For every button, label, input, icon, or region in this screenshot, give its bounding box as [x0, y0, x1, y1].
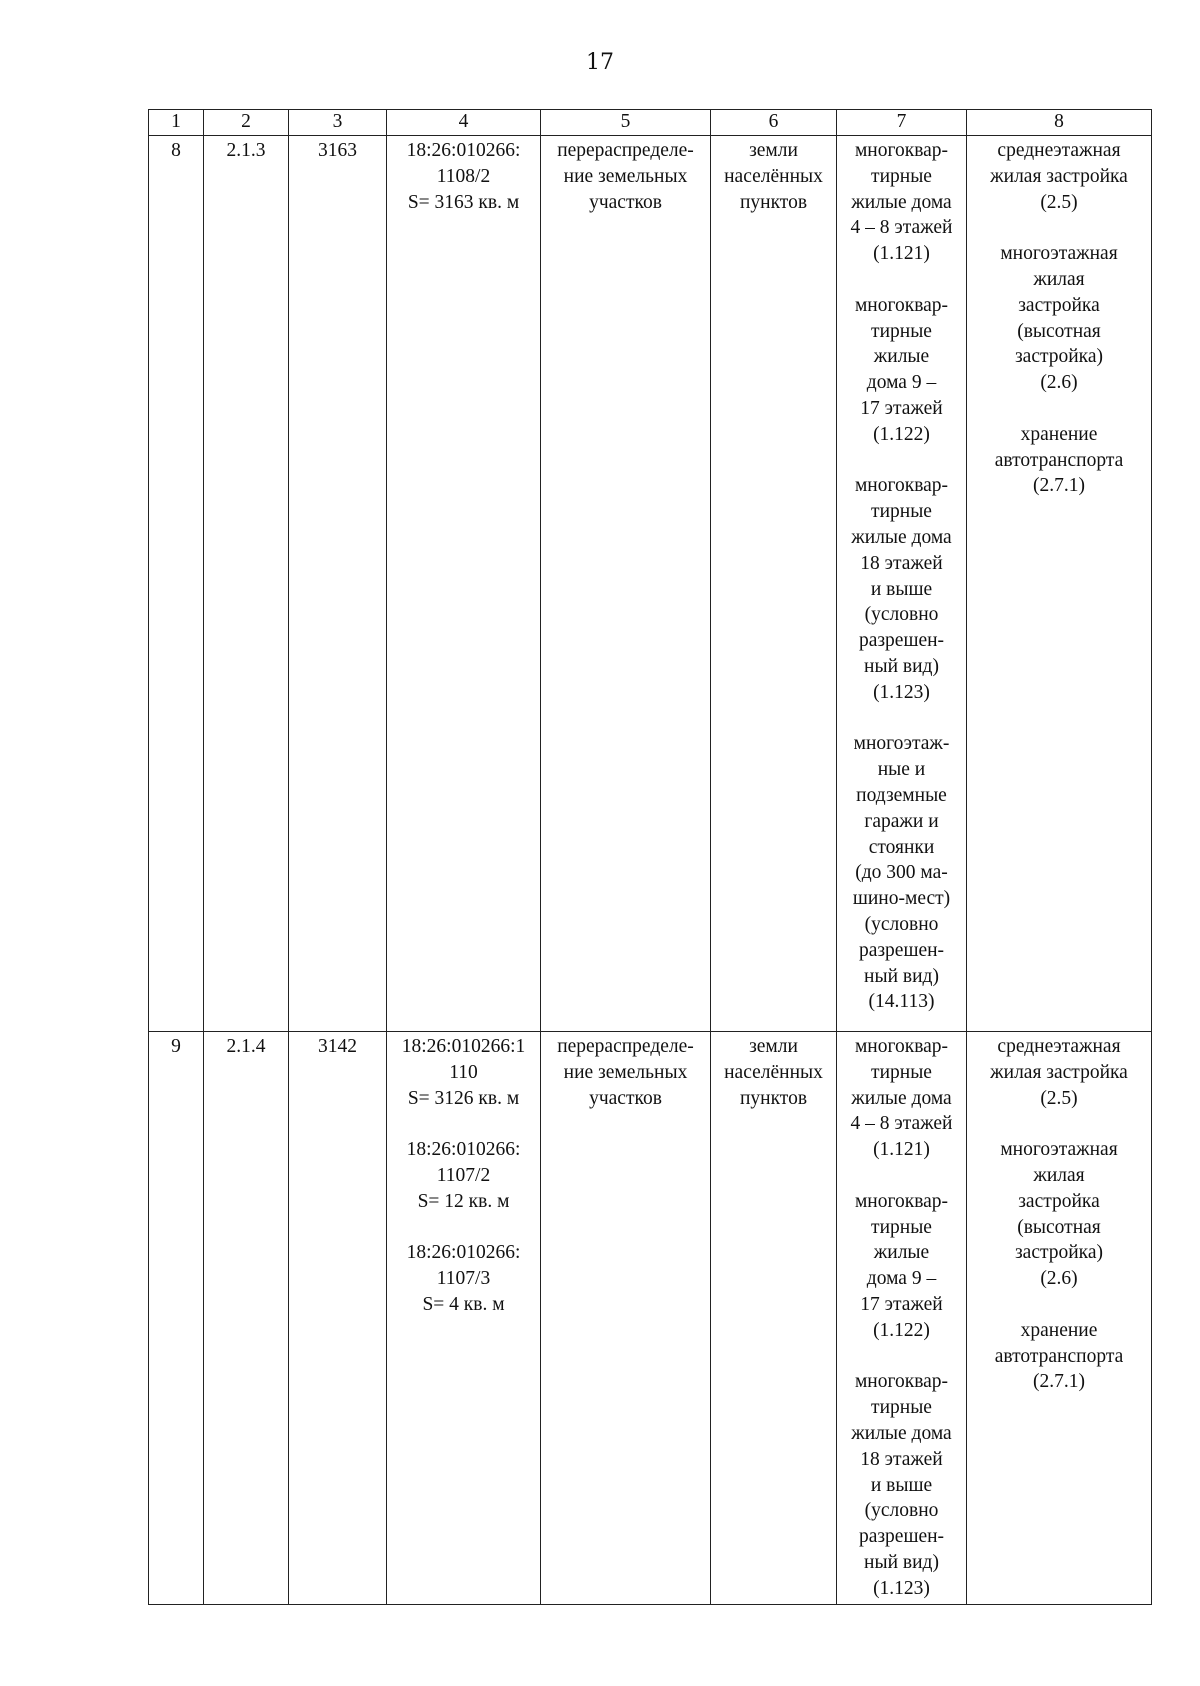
cell-text-line: среднеэтажная: [997, 140, 1121, 161]
cell-text-block: [842, 473, 961, 705]
column-header: 2: [204, 110, 289, 136]
cell-text-line: подземные: [856, 784, 947, 806]
permitted-use-cell: [837, 1032, 967, 1605]
cell-text-line: застройка: [1018, 1190, 1100, 1212]
cell-text-line: (2.6): [1040, 1268, 1078, 1290]
cell-text-line: жилые: [873, 346, 930, 368]
cell-text-line: хранение: [1020, 1319, 1098, 1341]
cell-text-line: 4 – 8 этажей: [850, 1113, 953, 1135]
cell-text-line: жилые дома: [851, 1087, 952, 1109]
row-number-cell: 8: [149, 136, 204, 1032]
cell-text-line: (условно: [864, 604, 939, 626]
cell-text-line: многоквар-: [854, 1036, 949, 1057]
cell-text-line: жилая застройка: [990, 1061, 1128, 1083]
cell-text-line: (2.7.1): [1033, 1371, 1085, 1393]
cell-text-line: многоэтаж-: [853, 733, 950, 755]
cell-text-block: [392, 138, 535, 215]
cell-text-line: многоквар-: [854, 475, 949, 497]
cell-text-line: застройка): [1014, 346, 1104, 368]
cell-text-line: 18:26:010266:1: [401, 1036, 526, 1057]
cell-text-line: автотранспорта: [994, 1345, 1124, 1367]
cell-text-line: дома 9 –: [866, 372, 937, 394]
use-classifier-cell: [967, 136, 1152, 1032]
cell-text-line: автотранспорта: [994, 449, 1124, 471]
cell-text-block: [842, 1034, 961, 1163]
page-number: 17: [586, 50, 614, 75]
cell-text-block: [842, 138, 961, 267]
cell-text-line: (1.123): [873, 681, 930, 703]
cell-text-line: застройка: [1018, 294, 1100, 316]
cell-text-line: жилые: [873, 1242, 930, 1264]
cell-text-line: 1108/2: [436, 165, 491, 187]
cell-text-line: 4 – 8 этажей: [850, 217, 953, 239]
cell-text-line: (1.123): [873, 1577, 930, 1599]
cell-text-block: [716, 138, 831, 215]
cell-text-line: S= 4 кв. м: [422, 1293, 505, 1315]
cell-text-line: перераспределе-: [557, 1036, 694, 1057]
cell-text-line: ный вид): [864, 1551, 939, 1573]
use-classifier-cell: [967, 1032, 1152, 1605]
land-category-cell: [711, 1032, 837, 1605]
cell-text-line: пунктов: [739, 191, 808, 213]
cell-text-line: ный вид): [864, 655, 939, 677]
cell-text-block: [842, 293, 961, 448]
cell-text-line: населённых: [724, 165, 823, 187]
cell-text-line: разрешен-: [858, 630, 945, 652]
cell-text-line: многоквар-: [854, 1190, 949, 1212]
cell-text-line: разрешен-: [858, 939, 945, 961]
cell-text-line: населённых: [724, 1061, 823, 1083]
cell-text-line: жилые дома: [851, 1422, 952, 1444]
column-header: 7: [837, 110, 967, 136]
cell-text-line: ние земельных: [563, 165, 688, 187]
land-category-cell: [711, 136, 837, 1032]
cell-text-line: тирные: [871, 1397, 932, 1419]
cell-text-line: разрешен-: [858, 1526, 945, 1548]
cell-text-line: и выше: [870, 1474, 933, 1496]
cell-text-line: (высотная: [1017, 1216, 1101, 1238]
cell-text-block: [972, 138, 1146, 215]
cell-text-line: (1.121): [873, 243, 930, 265]
plot-area-cell: 3163: [289, 136, 387, 1032]
table-row: [149, 1032, 1152, 1605]
cell-text-line: дома 9 –: [866, 1268, 937, 1290]
cell-text-block: [972, 1137, 1146, 1292]
cell-text-line: многоэтажная: [1000, 1139, 1118, 1161]
cell-text-line: земли: [749, 140, 798, 161]
cell-text-line: участков: [589, 191, 662, 213]
cell-text-line: (1.121): [873, 1139, 930, 1161]
cell-text-line: жилые дома: [851, 526, 952, 548]
cell-text-line: и выше: [870, 578, 933, 600]
cell-text-line: тирные: [871, 501, 932, 523]
column-header: 8: [967, 110, 1152, 136]
formation-method-cell: [541, 136, 711, 1032]
cell-text-block: [716, 1034, 831, 1111]
cell-text-line: 18 этажей: [860, 1448, 943, 1470]
column-header: 3: [289, 110, 387, 136]
cell-text-line: гаражи и: [864, 810, 939, 832]
cell-text-line: стоянки: [868, 836, 935, 858]
cell-text-line: перераспределе-: [557, 140, 694, 161]
cell-text-line: (2.6): [1040, 372, 1078, 394]
cell-text-line: S= 12 кв. м: [417, 1190, 510, 1212]
column-header: 1: [149, 110, 204, 136]
cell-text-line: ный вид): [864, 965, 939, 987]
column-header: 5: [541, 110, 711, 136]
cell-text-block: [546, 1034, 705, 1111]
cell-text-line: тирные: [871, 165, 932, 187]
cell-text-block: [392, 1240, 535, 1317]
cell-text-line: шино-мест): [852, 888, 951, 910]
cell-text-line: земли: [749, 1036, 798, 1057]
cell-text-line: 18 этажей: [860, 552, 943, 574]
cell-text-line: многоквар-: [854, 294, 949, 316]
cell-text-line: 17 этажей: [860, 397, 943, 419]
cell-text-line: застройка): [1014, 1242, 1104, 1264]
cell-text-block: [392, 1137, 535, 1214]
cell-text-line: жилая: [1033, 1164, 1085, 1186]
cell-text-line: жилая: [1033, 268, 1085, 290]
cell-text-line: жилая застройка: [990, 165, 1128, 187]
cadastral-parcels-cell: [387, 136, 541, 1032]
cell-text-line: участков: [589, 1087, 662, 1109]
cell-text-line: тирные: [871, 320, 932, 342]
cell-text-line: (1.122): [873, 1319, 930, 1341]
cell-text-line: многоквар-: [854, 1371, 949, 1393]
cell-text-line: многоквар-: [854, 140, 949, 161]
land-plots-table: [148, 109, 1152, 1605]
formation-method-cell: [541, 1032, 711, 1605]
cell-text-line: 1107/3: [436, 1268, 491, 1290]
cell-text-line: тирные: [871, 1061, 932, 1083]
cell-text-block: [546, 138, 705, 215]
cell-text-line: среднеэтажная: [997, 1036, 1121, 1057]
cell-text-line: (2.5): [1040, 191, 1078, 213]
cell-text-line: 18:26:010266:: [406, 1139, 521, 1161]
cell-text-line: (условно: [864, 913, 939, 935]
cell-text-line: тирные: [871, 1216, 932, 1238]
cell-text-line: ные и: [877, 759, 926, 781]
table-row: [149, 136, 1152, 1032]
cell-text-line: 1107/2: [436, 1164, 491, 1186]
cell-text-line: хранение: [1020, 423, 1098, 445]
cell-text-line: (условно: [864, 1500, 939, 1522]
cell-text-block: [842, 1369, 961, 1601]
cell-text-block: [972, 422, 1146, 499]
cell-text-line: (высотная: [1017, 320, 1101, 342]
cell-text-block: [972, 1318, 1146, 1395]
cell-text-line: (2.7.1): [1033, 475, 1085, 497]
cell-text-line: 18:26:010266:: [406, 1242, 521, 1264]
cell-text-line: 110: [449, 1061, 478, 1083]
table-header-row: [149, 110, 1152, 136]
cell-text-line: S= 3126 кв. м: [407, 1087, 520, 1109]
cell-text-line: 17 этажей: [860, 1293, 943, 1315]
permitted-use-cell: [837, 136, 967, 1032]
plot-area-cell: 3142: [289, 1032, 387, 1605]
cell-text-line: S= 3163 кв. м: [407, 191, 520, 213]
plot-code-cell: 2.1.3: [204, 136, 289, 1032]
plot-code-cell: 2.1.4: [204, 1032, 289, 1605]
cell-text-line: ние земельных: [563, 1061, 688, 1083]
column-header: 6: [711, 110, 837, 136]
cell-text-line: многоэтажная: [1000, 243, 1118, 265]
row-number-cell: 9: [149, 1032, 204, 1605]
cell-text-line: (1.122): [873, 423, 930, 445]
cell-text-block: [842, 731, 961, 1015]
cell-text-block: [392, 1034, 535, 1111]
cell-text-line: пунктов: [739, 1087, 808, 1109]
cell-text-block: [972, 241, 1146, 396]
cadastral-parcels-cell: [387, 1032, 541, 1605]
cell-text-line: 18:26:010266:: [406, 140, 521, 161]
cell-text-line: (2.5): [1040, 1087, 1078, 1109]
cell-text-line: (до 300 ма-: [855, 862, 948, 884]
column-header: 4: [387, 110, 541, 136]
cell-text-line: жилые дома: [851, 191, 952, 213]
cell-text-line: (14.113): [868, 991, 935, 1013]
cell-text-block: [972, 1034, 1146, 1111]
cell-text-block: [842, 1189, 961, 1344]
